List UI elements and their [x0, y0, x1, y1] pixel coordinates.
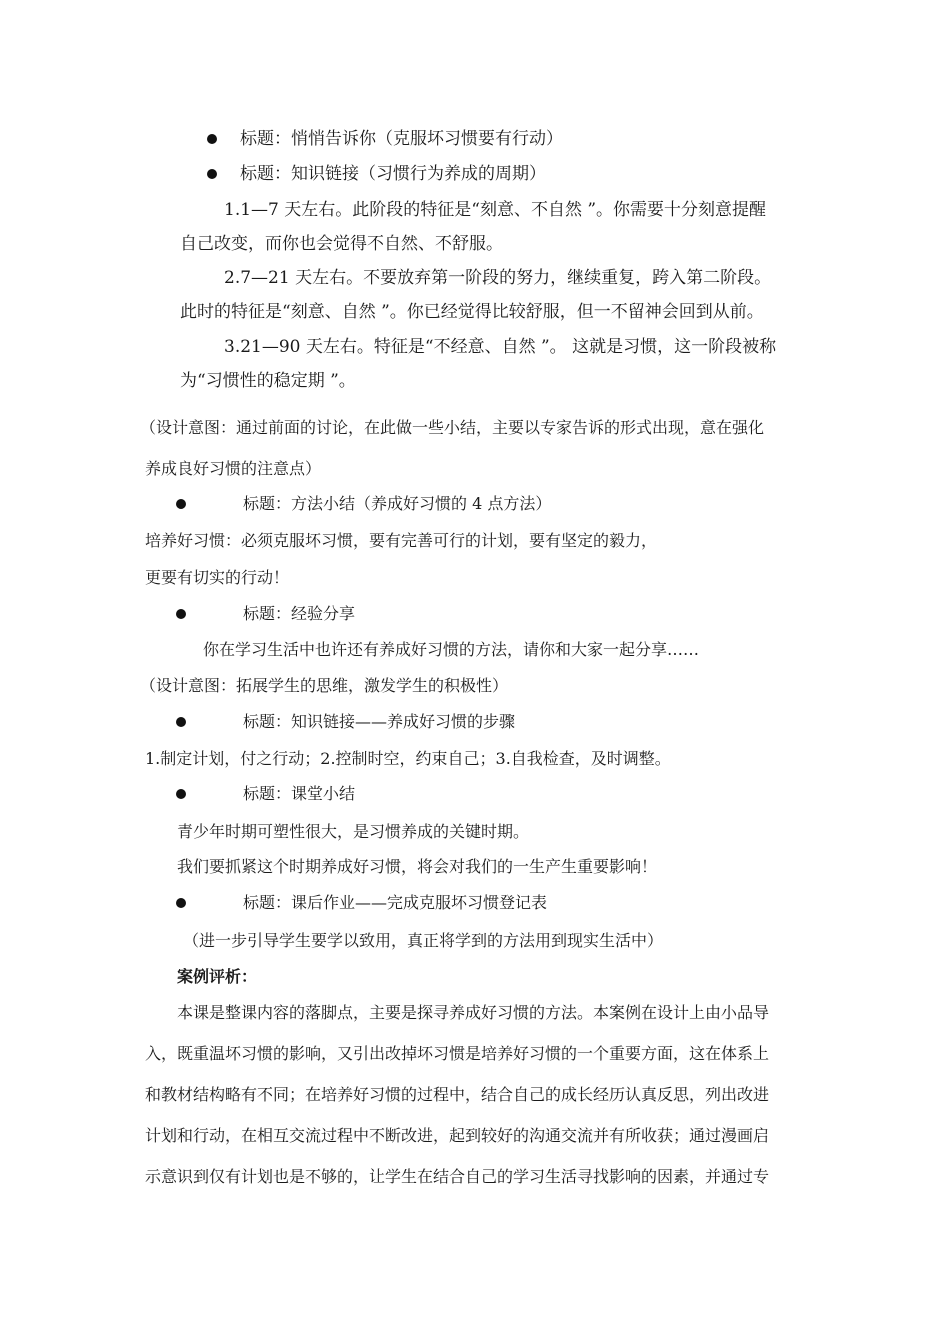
heading-experience-share: 标题：经验分享: [243, 604, 356, 623]
heading-knowledge-cycle: 标题：知识链接（习惯行为养成的周期）: [240, 164, 546, 184]
heading-case-analysis: 案例评析：: [177, 967, 258, 986]
bullet-icon: [176, 898, 186, 908]
cycle-stage-3-line-1: 3.21—90 天左右。特征是“不经意、自然 ”。 这就是习惯，这一阶段被称: [224, 337, 777, 357]
design-intent-share: （设计意图：拓展学生的思维，激发学生的积极性）: [140, 676, 509, 695]
summary-text-line-1: 青少年时期可塑性很大，是习惯养成的关键时期。: [177, 822, 530, 841]
cycle-stage-3-line-2: 为“习惯性的稳定期 ”。: [180, 371, 356, 391]
analysis-line-2: 入，既重温坏习惯的影响，又引出改掉坏习惯是培养好习惯的一个重要方面，这在体系上: [145, 1044, 770, 1063]
analysis-line-5: 示意识到仅有计划也是不够的，让学生在结合自己的学习生活寻找影响的因素，并通过专: [145, 1167, 770, 1186]
design-intent-line-1: （设计意图：通过前面的讨论，在此做一些小结，主要以专家告诉的形式出现，意在强化: [140, 418, 765, 437]
method-text-line-2: 更要有切实的行动！: [145, 568, 290, 587]
analysis-line-3: 和教材结构略有不同；在培养好习惯的过程中，结合自己的成长经历认真反思，列出改进: [145, 1085, 770, 1104]
analysis-line-4: 计划和行动，在相互交流过程中不断改进，起到较好的沟通交流并有所收获；通过漫画启: [145, 1126, 770, 1145]
bullet-icon: [176, 717, 186, 727]
design-intent-line-2: 养成良好习惯的注意点）: [145, 459, 322, 478]
cycle-stage-1-line-1: 1.1—7 天左右。此阶段的特征是“刻意、不自然 ”。你需要十分刻意提醒: [224, 200, 767, 220]
heading-method-summary: 标题：方法小结（养成好习惯的 4 点方法）: [243, 494, 552, 513]
habit-steps-text: 1.制定计划，付之行动；2.控制时空，约束自己；3.自我检查，及时调整。: [145, 749, 671, 768]
cycle-stage-2-line-1: 2.7—21 天左右。不要放弃第一阶段的努力，继续重复，跨入第二阶段。: [224, 268, 772, 288]
analysis-line-1: 本课是整课内容的落脚点，主要是探寻养成好习惯的方法。本案例在设计上由小品导: [177, 1003, 770, 1022]
heading-whisper: 标题：悄悄告诉你（克服坏习惯要有行动）: [240, 129, 563, 149]
bullet-icon: [176, 789, 186, 799]
share-text: 你在学习生活中也许还有养成好习惯的方法，请你和大家一起分享……: [203, 640, 700, 659]
heading-habit-steps: 标题：知识链接——养成好习惯的步骤: [243, 712, 516, 731]
homework-note: （进一步引导学生要学以致用，真正将学到的方法用到现实生活中）: [183, 931, 664, 950]
bullet-icon: [207, 134, 217, 144]
method-text-line-1: 培养好习惯：必须克服坏习惯，要有完善可行的计划，要有坚定的毅力，: [145, 531, 658, 550]
cycle-stage-2-line-2: 此时的特征是“刻意、自然 ”。你已经觉得比较舒服，但一不留神会回到从前。: [180, 302, 764, 322]
summary-text-line-2: 我们要抓紧这个时期养成好习惯，将会对我们的一生产生重要影响！: [177, 857, 658, 876]
cycle-stage-1-line-2: 自己改变，而你也会觉得不自然、不舒服。: [180, 234, 503, 254]
bullet-icon: [207, 169, 217, 179]
heading-class-summary: 标题：课堂小结: [243, 784, 356, 803]
heading-homework: 标题：课后作业——完成克服坏习惯登记表: [243, 893, 548, 912]
bullet-icon: [176, 499, 186, 509]
bullet-icon: [176, 609, 186, 619]
